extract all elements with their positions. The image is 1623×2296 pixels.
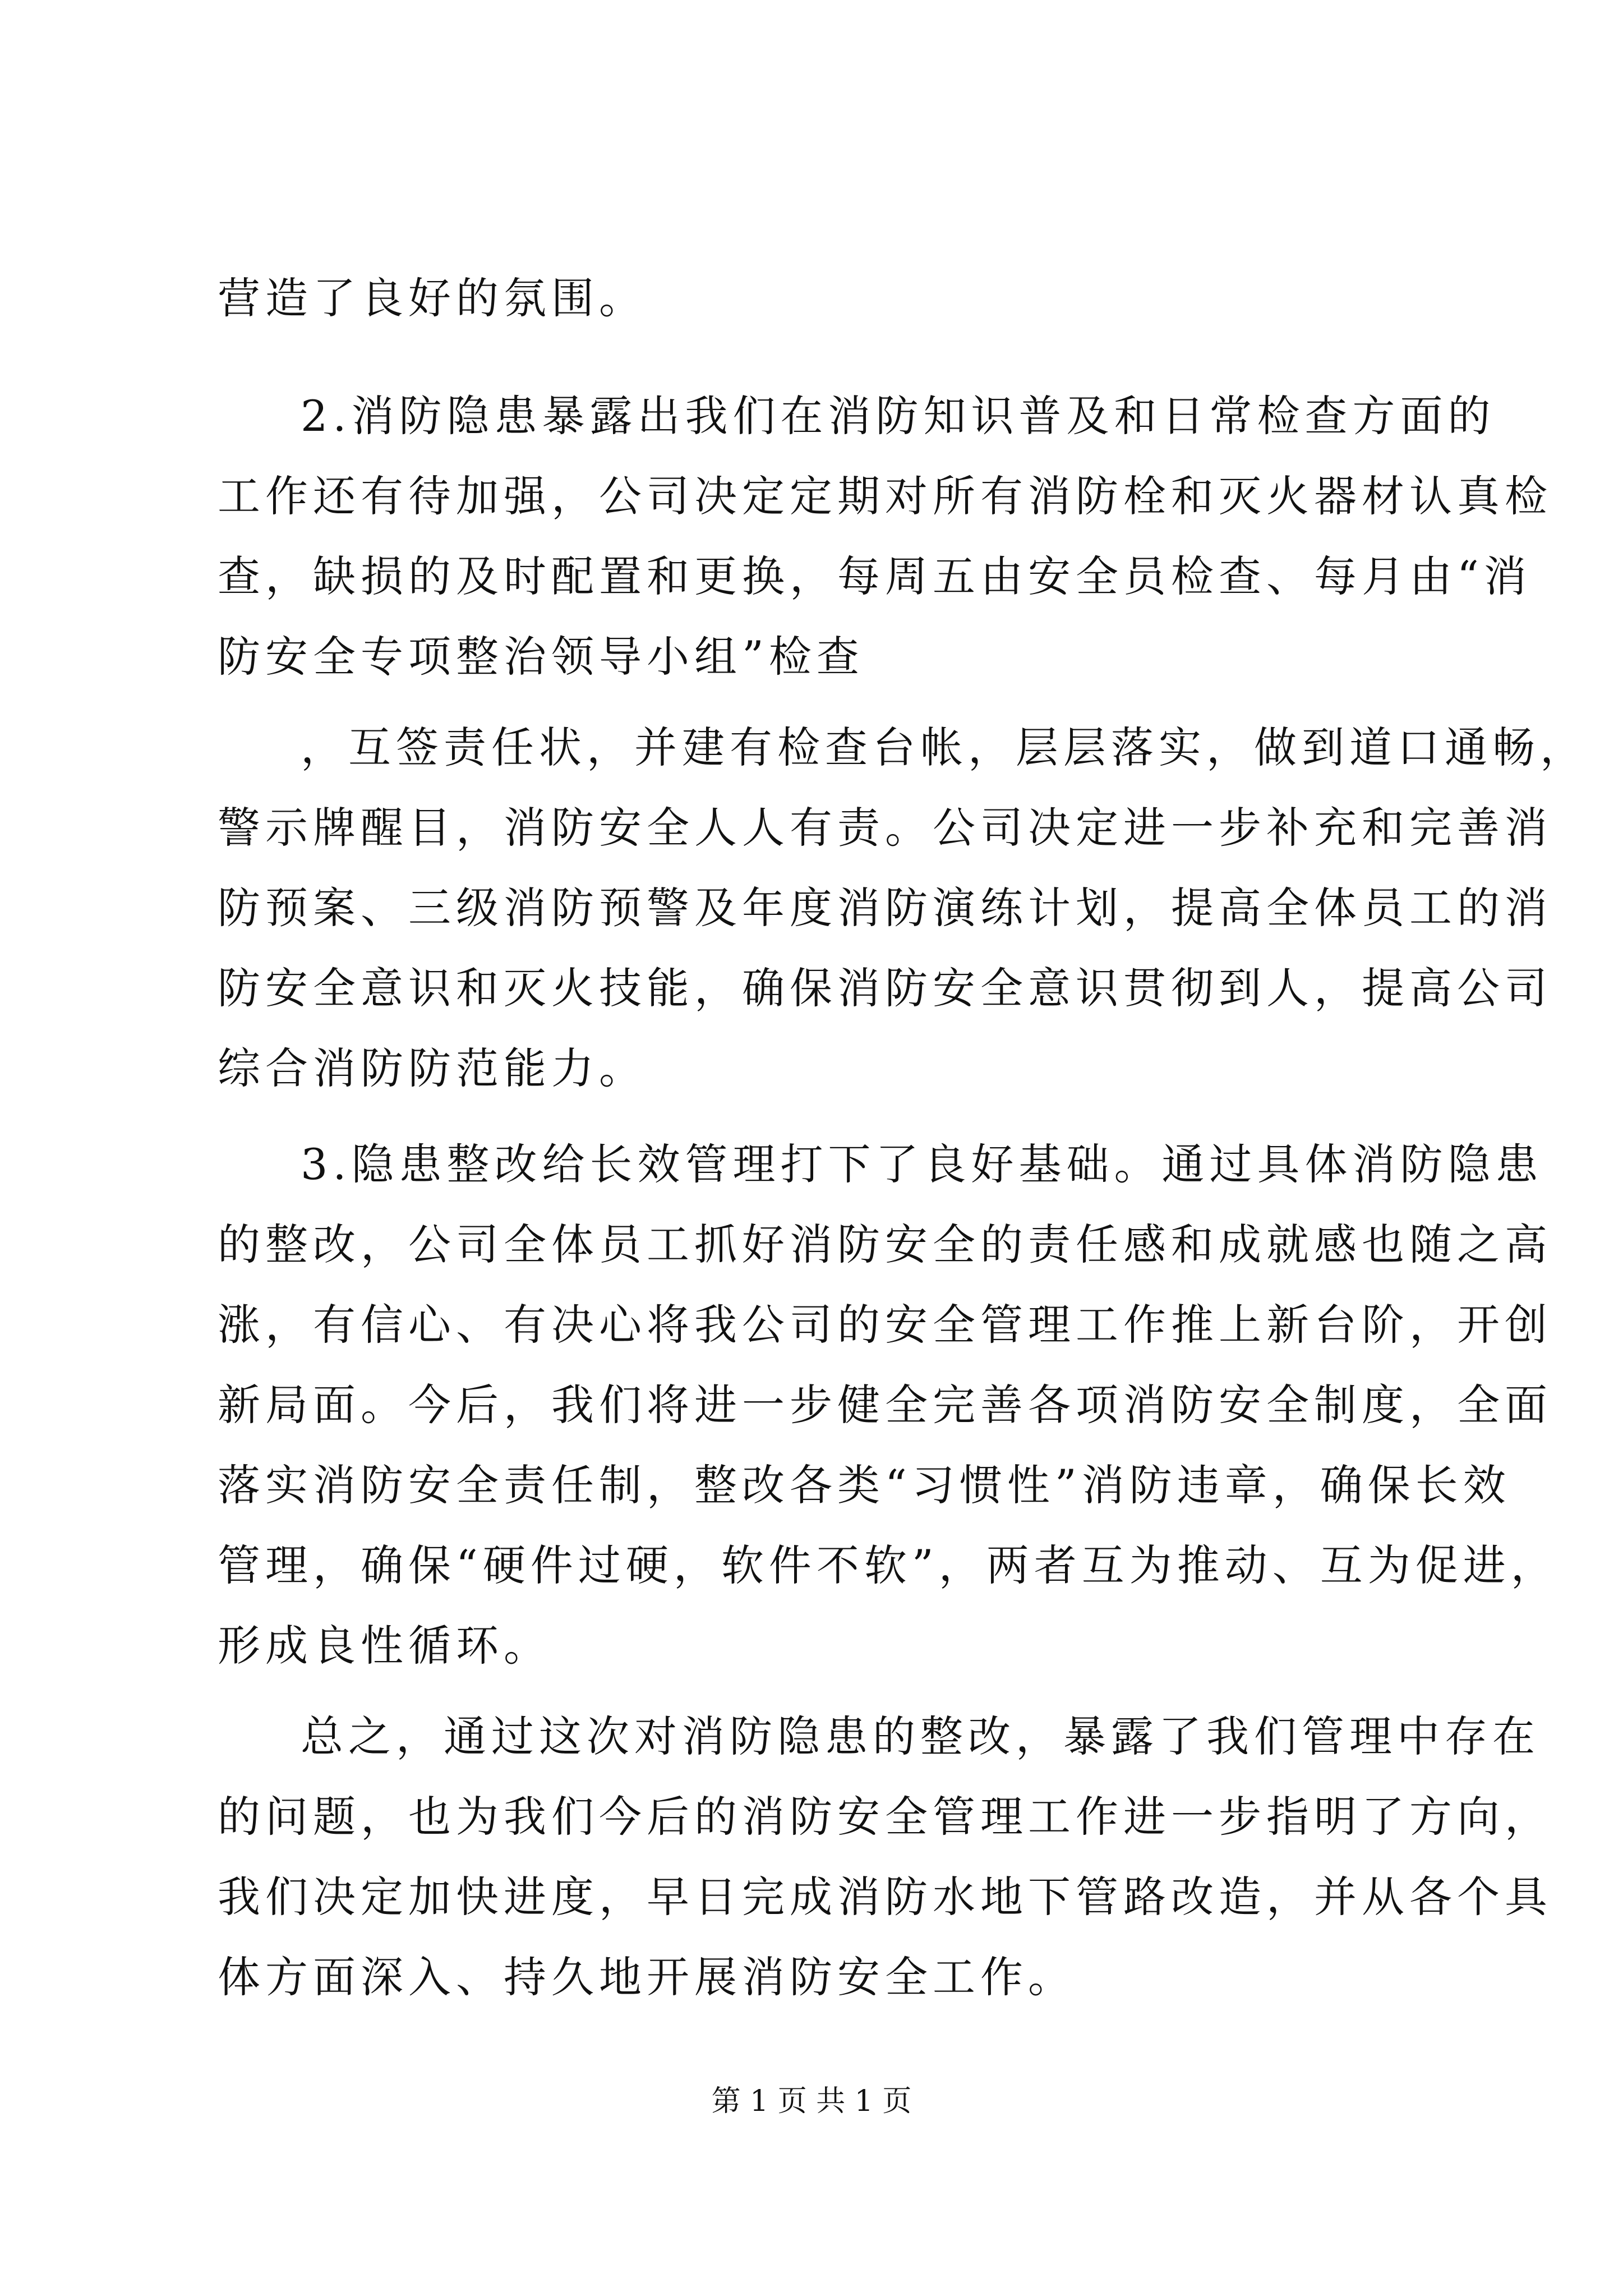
text-line: 我们决定加快进度，早日完成消防水地下管路改造，并从各个具 — [218, 1872, 1552, 1922]
text-line: 警示牌醒目，消防安全人人有责。公司决定进一步补充和完善消 — [218, 803, 1552, 853]
text-line: ，互签责任状，并建有检查台帐，层层落实，做到道口通畅， — [301, 723, 1588, 772]
text-line: 防预案、三级消防预警及年度消防演练计划，提高全体员工的消 — [218, 883, 1552, 933]
text-line: 新局面。今后，我们将进一步健全完善各项消防安全制度，全面 — [218, 1380, 1552, 1430]
text-line: 的整改，公司全体员工抓好消防安全的责任感和成就感也随之高 — [218, 1220, 1552, 1269]
text-line: 落实消防安全责任制，整改各类“习惯性”消防违章，确保长效 — [218, 1460, 1511, 1510]
page-number-footer: 第 1 页 共 1 页 — [711, 2085, 912, 2118]
text-line: 查，缺损的及时配置和更换，每周五由安全员检查、每月由“消 — [218, 551, 1532, 601]
text-line: 涨，有信心、有决心将我公司的安全管理工作推上新台阶，开创 — [218, 1300, 1552, 1350]
text-line: 综合消防防范能力。 — [218, 1043, 647, 1093]
text-line: 防安全专项整治领导小组”检查 — [218, 632, 864, 682]
text-line: 工作还有待加强，公司决定定期对所有消防栓和灭火器材认真检 — [218, 471, 1552, 521]
text-line: 2.消防隐患暴露出我们在消防知识普及和日常检查方面的 — [301, 391, 1496, 441]
text-line: 总之，通过这次对消防隐患的整改，暴露了我们管理中存在 — [301, 1711, 1540, 1761]
text-line: 体方面深入、持久地开展消防安全工作。 — [218, 1952, 1076, 2002]
text-line: 3.隐患整改给长效管理打下了良好基础。通过具体消防隐患 — [301, 1139, 1543, 1189]
text-line: 营造了良好的氛围。 — [218, 273, 647, 323]
text-line: 形成良性循环。 — [218, 1621, 551, 1671]
text-line: 防安全意识和灭火技能，确保消防安全意识贯彻到人，提高公司 — [218, 963, 1552, 1013]
text-line: 管理，确保“硬件过硬，软件不软”，两者互为推动、互为促进， — [218, 1540, 1559, 1590]
text-line: 的问题，也为我们今后的消防安全管理工作进一步指明了方向， — [218, 1792, 1552, 1842]
